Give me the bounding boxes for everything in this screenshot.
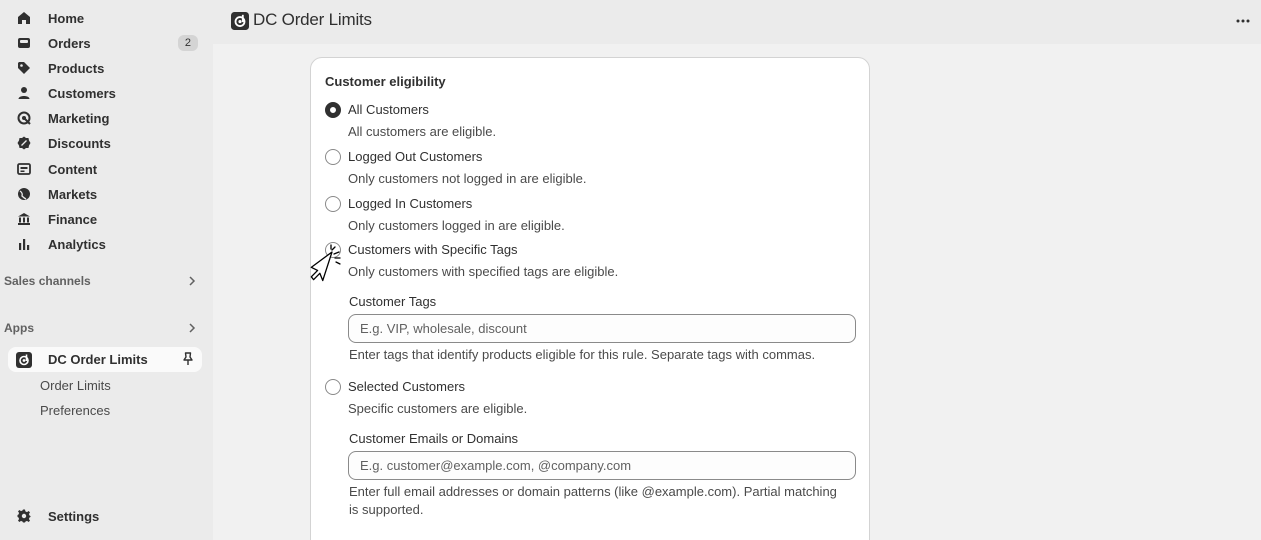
- discount-icon: [16, 135, 32, 151]
- customer-tags-help: Enter tags that identify products eligible for this rule. Separate tags with commas.: [349, 347, 816, 362]
- option-label: Logged In Customers: [348, 196, 473, 211]
- sidebar-item-label: Analytics: [48, 236, 106, 252]
- sidebar: [0, 0, 213, 540]
- sidebar-item-label: Markets: [48, 186, 98, 202]
- apps-label: Apps: [4, 321, 34, 335]
- chevron-right-icon[interactable]: [184, 273, 200, 289]
- radio-all-customers[interactable]: [325, 102, 341, 118]
- sales-channels-header[interactable]: [4, 271, 202, 291]
- globe-icon: [16, 186, 32, 202]
- sidebar-item-home[interactable]: [8, 6, 202, 30]
- customer-emails-input[interactable]: [349, 452, 855, 479]
- radio-logged-out-customers[interactable]: [325, 149, 341, 165]
- target-icon: [16, 110, 32, 126]
- sidebar-item-label: Content: [48, 161, 98, 177]
- content-icon: [16, 161, 32, 177]
- sidebar-item-label: Finance: [48, 211, 98, 227]
- sidebar-item-orders[interactable]: [8, 31, 202, 55]
- tag-icon: [16, 60, 32, 76]
- radio-selected-customers[interactable]: [325, 379, 341, 395]
- customer-tags-label: Customer Tags: [349, 294, 437, 309]
- page-title: DC Order Limits: [253, 10, 372, 29]
- apps-header[interactable]: [4, 318, 202, 338]
- sidebar-item-label: Settings: [48, 508, 100, 524]
- sidebar-item-finance[interactable]: [8, 207, 202, 231]
- option-description: Only customers with specified tags are eligible.: [348, 264, 619, 279]
- customer-emails-field[interactable]: [348, 451, 856, 480]
- app-logo-icon: [16, 352, 32, 368]
- option-label: All Customers: [348, 102, 429, 117]
- app-logo-icon: [231, 12, 249, 30]
- sidebar-item-content[interactable]: [8, 157, 202, 181]
- radio-logged-in-customers[interactable]: [325, 196, 341, 212]
- sidebar-item-marketing[interactable]: [8, 106, 202, 130]
- sidebar-subitem-order-limits[interactable]: Order Limits: [40, 378, 111, 393]
- sidebar-item-label: Discounts: [48, 135, 111, 151]
- app-name-label: DC Order Limits: [48, 352, 148, 367]
- customer-eligibility-card: [310, 57, 870, 540]
- sidebar-item-products[interactable]: [8, 56, 202, 80]
- option-label: Logged Out Customers: [348, 149, 483, 164]
- sidebar-subitem-preferences[interactable]: Preferences: [40, 403, 111, 418]
- sidebar-item-discounts[interactable]: [8, 131, 202, 155]
- customer-emails-help: Enter full email addresses or domain patterns (like @example.com). Partial matching is supported.: [349, 484, 837, 517]
- bank-icon: [16, 211, 32, 227]
- sidebar-item-label: Customers: [48, 85, 116, 101]
- home-icon: [16, 10, 32, 26]
- option-label: Selected Customers: [348, 379, 466, 394]
- sidebar-item-label: Products: [48, 60, 105, 76]
- sidebar-item-label: Orders: [48, 35, 91, 51]
- sidebar-item-markets[interactable]: [8, 182, 202, 206]
- customer-tags-input[interactable]: [349, 315, 855, 342]
- sidebar-item-analytics[interactable]: [8, 232, 202, 256]
- page-header: [213, 0, 1261, 44]
- sales-channels-label: Sales channels: [4, 274, 91, 288]
- option-description: Specific customers are eligible.: [348, 401, 528, 416]
- gear-icon: [16, 508, 32, 524]
- person-icon: [16, 85, 32, 101]
- inbox-icon: [16, 35, 32, 51]
- sidebar-app-dc-order-limits[interactable]: [8, 347, 202, 372]
- customer-emails-label: Customer Emails or Domains: [349, 431, 519, 446]
- chevron-right-icon[interactable]: [184, 320, 200, 336]
- sidebar-item-settings[interactable]: [8, 504, 202, 528]
- option-description: All customers are eligible.: [348, 124, 497, 139]
- sidebar-item-label: Marketing: [48, 110, 110, 126]
- more-options-icon[interactable]: [1233, 12, 1253, 30]
- bar-chart-icon: [16, 236, 32, 252]
- pointer-cursor-icon: [310, 240, 344, 298]
- card-title: Customer eligibility: [325, 74, 446, 89]
- option-description: Only customers logged in are eligible.: [348, 218, 565, 233]
- sidebar-item-customers[interactable]: [8, 81, 202, 105]
- pin-icon[interactable]: [180, 351, 196, 367]
- sidebar-item-label: Home: [48, 10, 85, 26]
- option-description: Only customers not logged in are eligible.: [348, 171, 587, 186]
- orders-count-badge: 2: [178, 35, 198, 51]
- customer-tags-field[interactable]: [348, 314, 856, 343]
- option-label: Customers with Specific Tags: [348, 242, 518, 257]
